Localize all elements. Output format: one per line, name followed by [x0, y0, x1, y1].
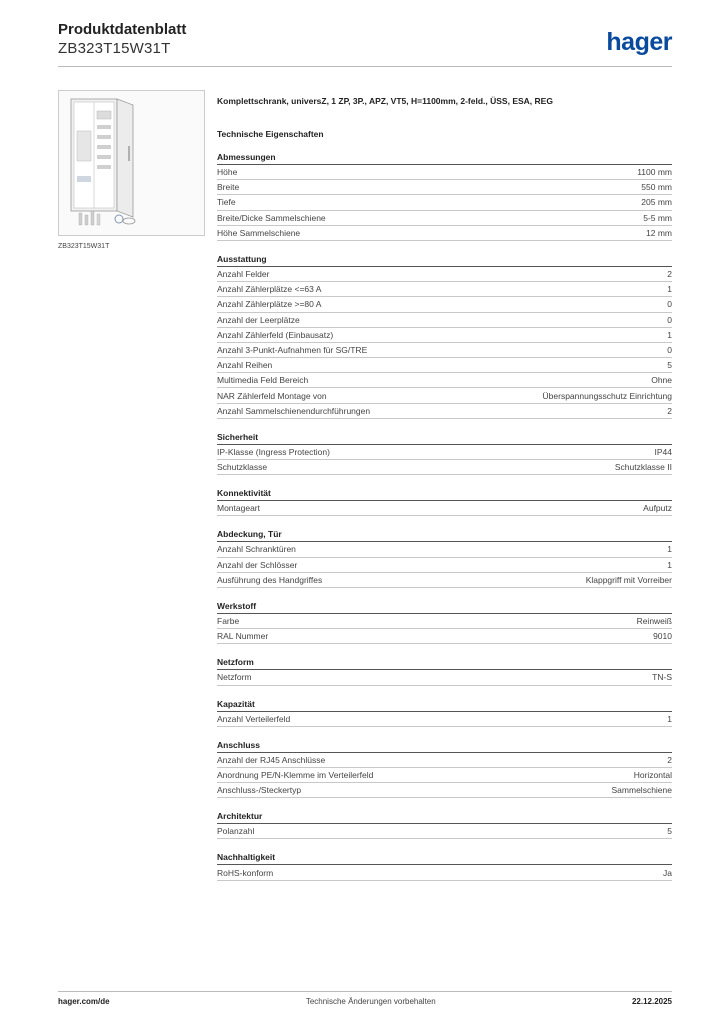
- product-specs: [217, 95, 672, 881]
- spec-value: Reinweiß: [636, 616, 672, 627]
- spec-label: Montageart: [217, 503, 260, 514]
- spec-label: RoHS-konform: [217, 867, 274, 878]
- section-title: Architektur: [217, 810, 672, 824]
- spec-row: [217, 297, 672, 312]
- document-header: [58, 20, 186, 58]
- spec-label: Breite: [217, 182, 240, 193]
- spec-label: Polanzahl: [217, 826, 255, 837]
- spec-value: 5: [667, 826, 672, 837]
- spec-value: Ja: [663, 867, 672, 878]
- spec-value: Klappgriff mit Vorreiber: [585, 574, 672, 585]
- product-description: Komplettschrank, universZ, 1 ZP, 3P., APZ, VT5, H=1100mm, 2-feld., ÜSS, ESA, REG: [217, 96, 553, 106]
- spec-label: Anzahl Zählerplätze <=63 A: [217, 284, 322, 295]
- product-code: ZB323T15W31T: [58, 40, 171, 57]
- spec-value: 0: [667, 344, 672, 355]
- cabinet-illustration: [59, 91, 204, 235]
- spec-section: [217, 600, 672, 644]
- spec-row: [217, 753, 672, 768]
- spec-section: [217, 151, 672, 241]
- footer-website: hager.com/de: [58, 997, 110, 1006]
- spec-label: Anzahl Sammelschienendurchführungen: [217, 405, 371, 416]
- spec-label: Multimedia Feld Bereich: [217, 375, 309, 386]
- spec-row: [217, 460, 672, 475]
- section-title: Anschluss: [217, 739, 672, 753]
- spec-row: [217, 373, 672, 388]
- spec-value: Sammelschiene: [611, 785, 672, 796]
- spec-label: Höhe: [217, 167, 238, 178]
- spec-label: Anzahl der RJ45 Anschlüsse: [217, 754, 326, 765]
- spec-row: [217, 226, 672, 241]
- spec-label: Anzahl Schranktüren: [217, 544, 296, 555]
- spec-row: [217, 573, 672, 588]
- section-title: Sicherheit: [217, 431, 672, 445]
- spec-section: [217, 851, 672, 880]
- product-image: [58, 90, 205, 236]
- spec-row: [217, 865, 672, 880]
- spec-row: [217, 328, 672, 343]
- spec-row: [217, 343, 672, 358]
- spec-label: RAL Nummer: [217, 631, 269, 642]
- spec-label: NAR Zählerfeld Montage von: [217, 390, 327, 401]
- spec-label: Farbe: [217, 616, 240, 627]
- spec-label: Anzahl der Schlösser: [217, 559, 298, 570]
- spec-value: 0: [667, 299, 672, 310]
- spec-value: Aufputz: [643, 503, 672, 514]
- spec-label: Ausführung des Handgriffes: [217, 574, 323, 585]
- spec-label: Anordnung PE/N-Klemme im Verteilerfeld: [217, 769, 374, 780]
- spec-label: Anzahl der Leerplätze: [217, 314, 300, 325]
- spec-value: 1: [667, 544, 672, 555]
- spec-label: Schutzklasse: [217, 462, 268, 473]
- spec-label: IP-Klasse (Ingress Protection): [217, 446, 330, 457]
- spec-value: IP44: [654, 446, 672, 457]
- logo-text: hager: [606, 28, 672, 56]
- spec-section: [217, 528, 672, 588]
- spec-row: [217, 445, 672, 460]
- footer-divider: [58, 991, 672, 992]
- spec-row: [217, 358, 672, 373]
- section-title: Abmessungen: [217, 151, 672, 165]
- spec-value: TN-S: [652, 672, 672, 683]
- spec-row: [217, 388, 672, 403]
- spec-value: Überspannungsschutz Einrichtung: [542, 390, 672, 401]
- spec-value: 1: [667, 329, 672, 340]
- spec-label: Anzahl Verteilerfeld: [217, 713, 291, 724]
- section-title: Ausstattung: [217, 253, 672, 267]
- spec-section: [217, 431, 672, 475]
- spec-row: [217, 267, 672, 282]
- spec-row: [217, 542, 672, 557]
- spec-value: 2: [667, 269, 672, 280]
- spec-label: Breite/Dicke Sammelschiene: [217, 212, 326, 223]
- section-title: Kapazität: [217, 698, 672, 712]
- spec-section: [217, 698, 672, 727]
- spec-row: [217, 501, 672, 516]
- tech-properties-heading: Technische Eigenschaften: [217, 129, 324, 139]
- spec-value: 205 mm: [641, 197, 672, 208]
- spec-value: 1: [667, 559, 672, 570]
- section-title: Abdeckung, Tür: [217, 528, 672, 542]
- spec-row: [217, 313, 672, 328]
- spec-row: [217, 180, 672, 195]
- spec-row: [217, 165, 672, 180]
- section-title: Nachhaltigkeit: [217, 851, 672, 865]
- spec-section: [217, 810, 672, 839]
- spec-value: Schutzklasse II: [614, 462, 672, 473]
- document-footer: [58, 997, 672, 1006]
- section-title: Konnektivität: [217, 487, 672, 501]
- spec-section: [217, 487, 672, 516]
- spec-label: Anzahl Reihen: [217, 360, 273, 371]
- spec-value: 5: [667, 360, 672, 371]
- image-caption: ZB323T15W31T: [58, 243, 110, 250]
- spec-section: [217, 739, 672, 799]
- spec-row: [217, 629, 672, 644]
- header-divider: [58, 66, 672, 67]
- spec-row: [217, 195, 672, 210]
- spec-value: 550 mm: [641, 182, 672, 193]
- spec-label: Höhe Sammelschiene: [217, 227, 301, 238]
- spec-value: 2: [667, 405, 672, 416]
- document-title: Produktdatenblatt: [58, 21, 187, 38]
- hager-logo: [606, 28, 672, 57]
- spec-value: 1100 mm: [637, 167, 672, 178]
- section-title: Werkstoff: [217, 600, 672, 614]
- spec-row: [217, 712, 672, 727]
- spec-value: Horizontal: [633, 769, 672, 780]
- section-title: Netzform: [217, 656, 672, 670]
- spec-section: [217, 656, 672, 685]
- spec-label: Anzahl Zählerfeld (Einbausatz): [217, 329, 334, 340]
- spec-row: [217, 211, 672, 226]
- spec-label: Anzahl 3-Punkt-Aufnahmen für SG/TRE: [217, 344, 368, 355]
- spec-row: [217, 768, 672, 783]
- spec-label: Anzahl Felder: [217, 269, 270, 280]
- spec-value: 0: [667, 314, 672, 325]
- spec-label: Anzahl Zählerplätze >=80 A: [217, 299, 322, 310]
- spec-row: [217, 558, 672, 573]
- spec-row: [217, 404, 672, 419]
- spec-value: 5-5 mm: [643, 212, 672, 223]
- spec-value: 12 mm: [646, 227, 672, 238]
- spec-label: Tiefe: [217, 197, 236, 208]
- spec-row: [217, 783, 672, 798]
- spec-sections: [217, 151, 672, 881]
- spec-value: Ohne: [651, 375, 672, 386]
- spec-label: Anschluss-/Steckertyp: [217, 785, 302, 796]
- spec-label: Netzform: [217, 672, 252, 683]
- spec-value: 2: [667, 754, 672, 765]
- spec-section: [217, 253, 672, 419]
- spec-row: [217, 282, 672, 297]
- spec-value: 1: [667, 713, 672, 724]
- footer-date: 22.12.2025: [631, 997, 672, 1006]
- spec-row: [217, 824, 672, 839]
- spec-value: 9010: [653, 631, 672, 642]
- footer-notice: Technische Änderungen vorbehalten: [305, 997, 436, 1006]
- spec-value: 1: [667, 284, 672, 295]
- spec-row: [217, 614, 672, 629]
- spec-row: [217, 670, 672, 685]
